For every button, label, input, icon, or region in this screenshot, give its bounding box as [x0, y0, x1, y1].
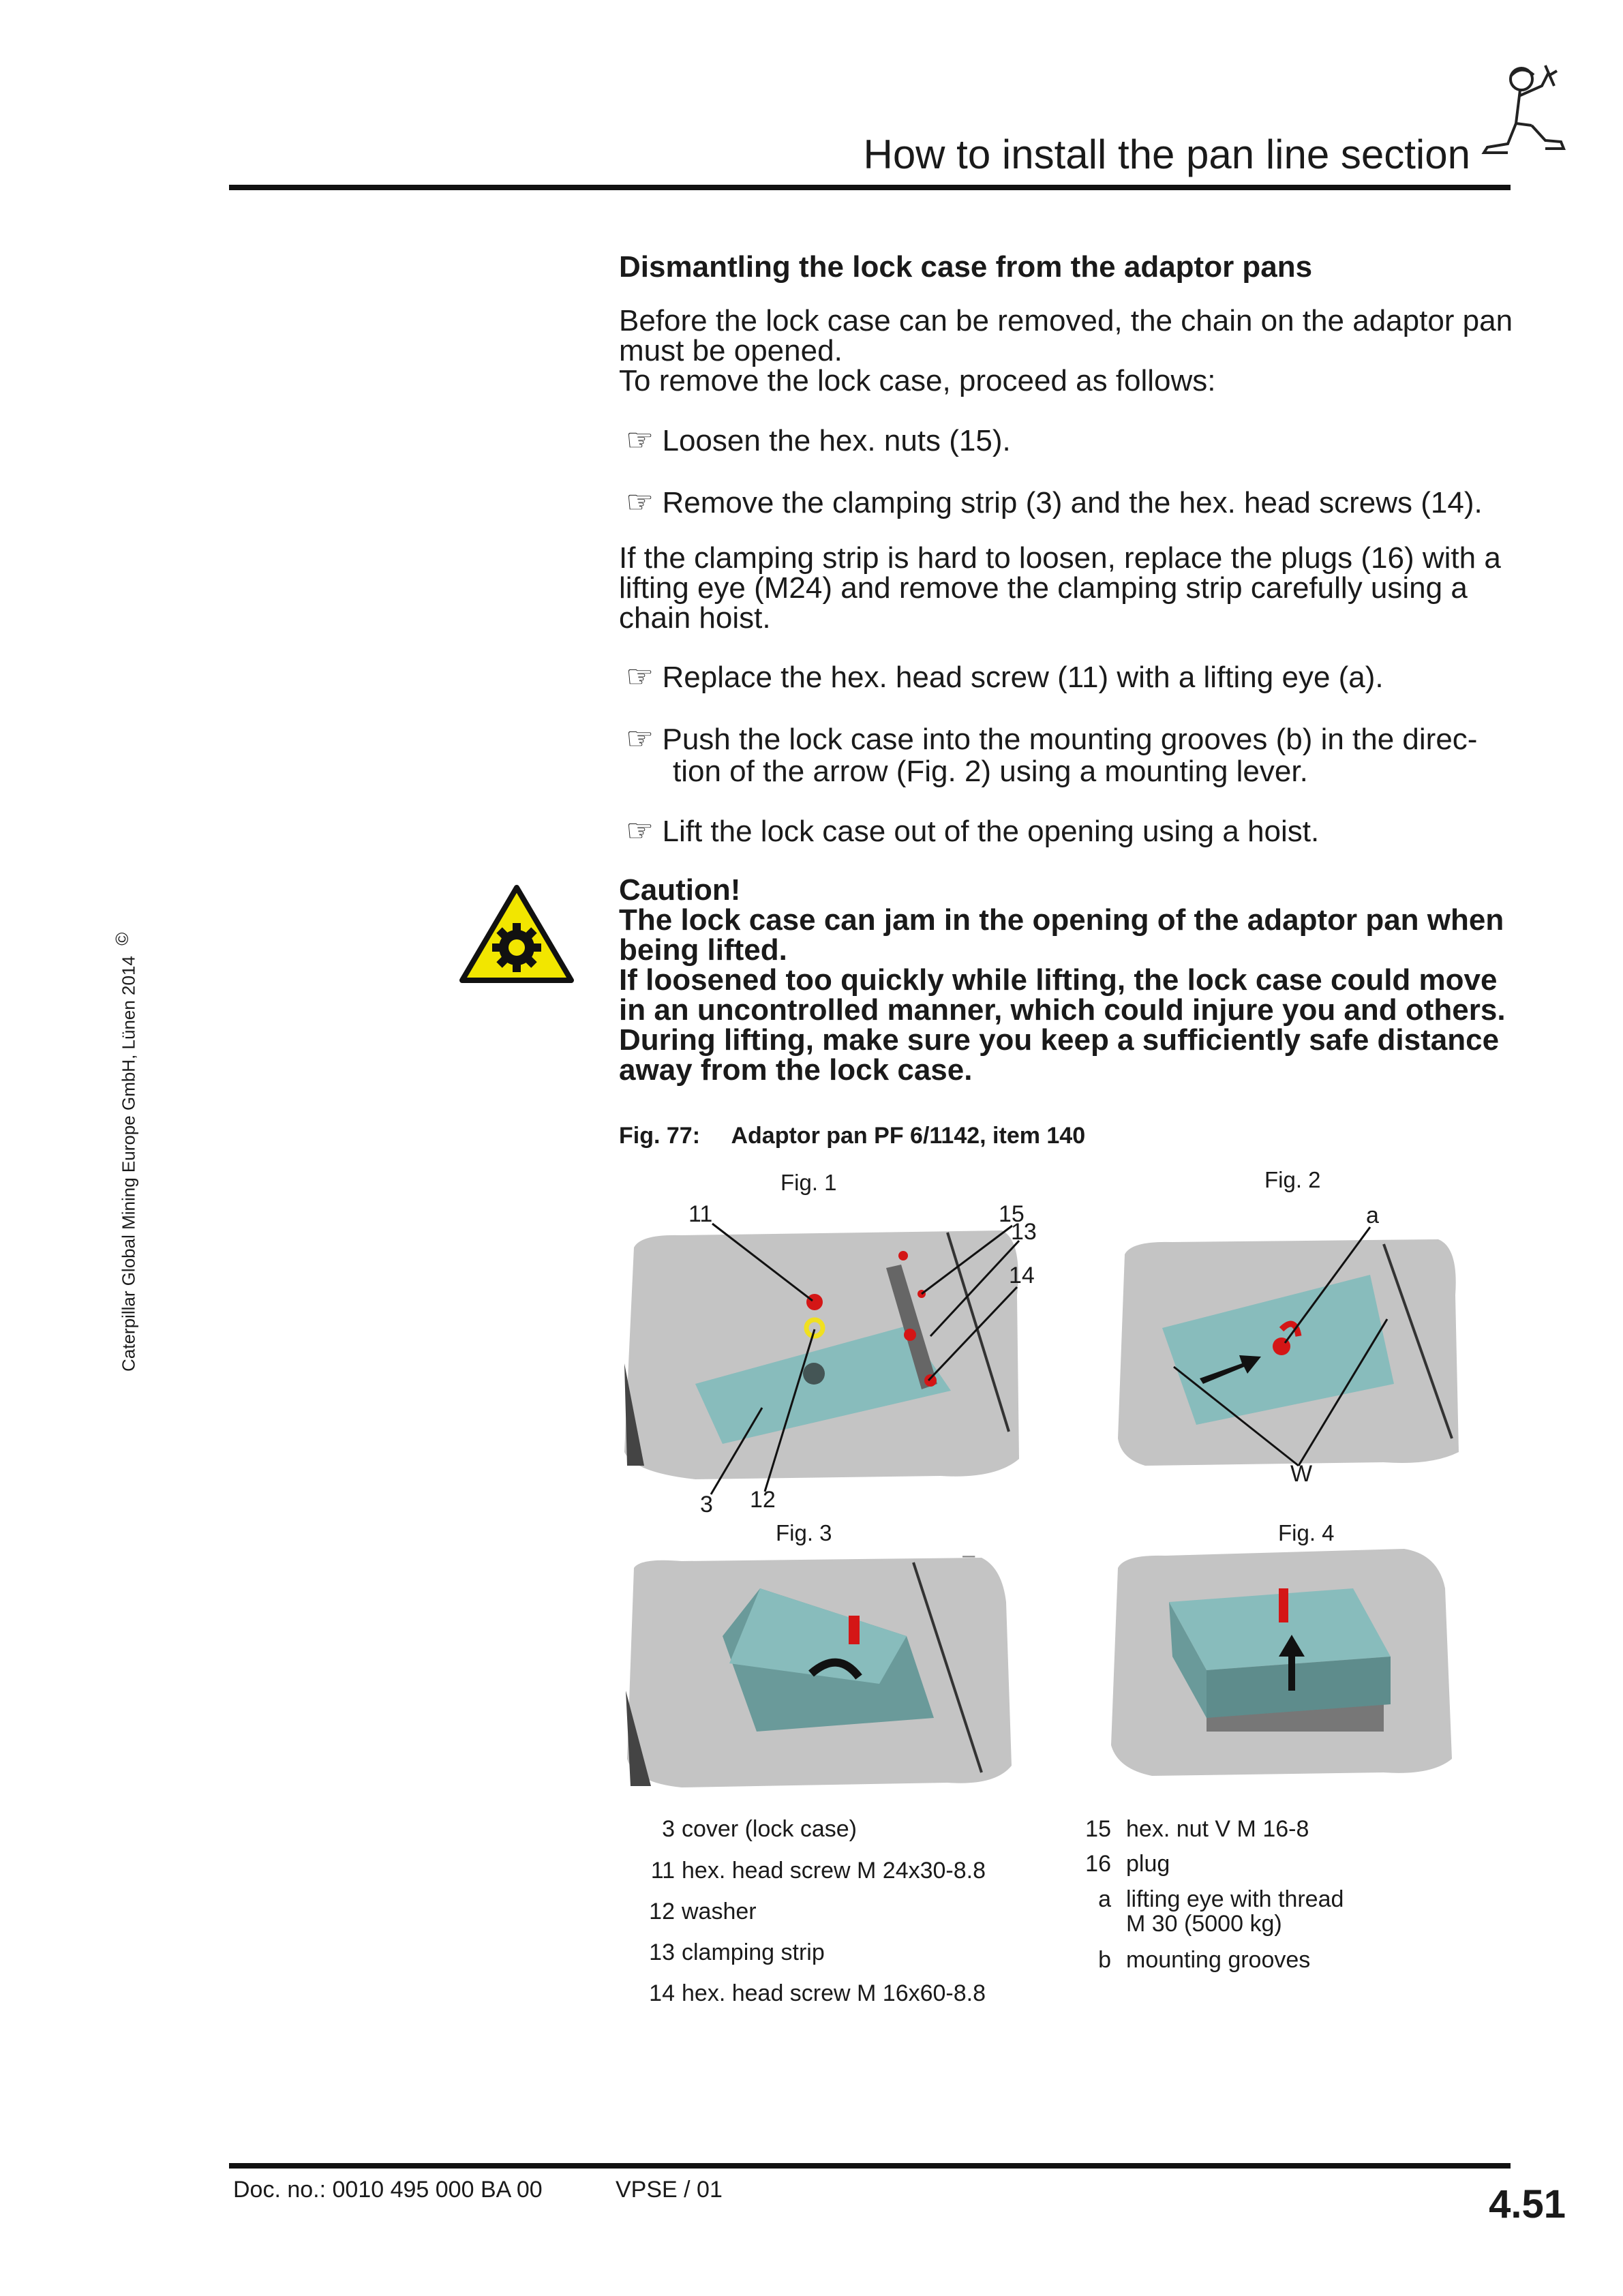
callout-14: 14 [1009, 1263, 1035, 1288]
caution-title: Caution! [619, 873, 741, 907]
legend-text: M 30 (5000 kg) [1126, 1911, 1282, 1937]
doc-number: Doc. no.: 0010 495 000 BA 00 [233, 2177, 543, 2203]
intro-line: To remove the lock case, proceed as follows: [619, 364, 1216, 397]
fig4-label: Fig. 4 [1278, 1520, 1335, 1545]
legend-num: 3 [662, 1816, 675, 1842]
note-line: If the clamping strip is hard to loosen, replace the plugs (16) with a [619, 541, 1501, 575]
legend-num: 11 [650, 1858, 675, 1884]
legend-text: hex. head screw M 16x60-8.8 [682, 1980, 986, 2006]
callout-11: 11 [688, 1201, 713, 1227]
copyright-symbol: © [112, 932, 132, 946]
legend-num: 13 [649, 1939, 675, 1965]
step-text: Push the lock case into the mounting grooves (b) in the direc- [662, 723, 1478, 756]
legend-text: washer [682, 1899, 757, 1924]
legend-num: a [1098, 1886, 1111, 1912]
figure-number: Fig. 77: [619, 1123, 701, 1149]
note-line: lifting eye (M24) and remove the clamping strip carefully using a [619, 571, 1468, 605]
step-text: Lift the lock case out of the opening using a hoist. [662, 815, 1320, 848]
pointing-hand-icon: ☞ [626, 659, 654, 694]
legend-text: plug [1126, 1851, 1170, 1877]
page-number: 4.51 [1489, 2182, 1566, 2226]
callout-13: 13 [1011, 1219, 1037, 1245]
fig2-illustration [1118, 1239, 1459, 1466]
fig3-illustration [626, 1558, 1012, 1787]
legend-text: clamping strip [682, 1939, 825, 1965]
dash-mark: – [962, 1542, 975, 1567]
callout-a: a [1366, 1203, 1379, 1228]
legend-num: 16 [1085, 1851, 1111, 1877]
legend-num: b [1098, 1947, 1111, 1973]
page-title: How to install the pan line section [863, 132, 1470, 177]
legend-text: cover (lock case) [682, 1816, 857, 1842]
step-text: Replace the hex. head screw (11) with a lifting eye (a). [662, 661, 1384, 694]
callout-12: 12 [750, 1487, 776, 1513]
caution-line: During lifting, make sure you keep a sufficiently safe distance [619, 1023, 1500, 1057]
note-line: chain hoist. [619, 601, 771, 635]
intro-line: Before the lock case can be removed, the chain on the adaptor pan [619, 304, 1513, 337]
legend-num: 14 [649, 1980, 675, 2006]
pointing-hand-icon: ☞ [626, 422, 654, 457]
step-text: tion of the arrow (Fig. 2) using a mounting lever. [673, 755, 1308, 788]
pointing-hand-icon: ☞ [626, 721, 654, 756]
legend-text: hex. nut V M 16-8 [1126, 1816, 1309, 1842]
section-heading: Dismantling the lock case from the adaptor pans [619, 250, 1313, 284]
step-text: Remove the clamping strip (3) and the hex. head screws (14). [662, 486, 1483, 519]
sidebar-text: Caterpillar Global Mining Europe GmbH, Lünen 2014 [118, 956, 139, 1372]
legend-text: hex. head screw M 24x30-8.8 [682, 1858, 986, 1884]
fig4-illustration [1111, 1549, 1452, 1776]
pointing-hand-icon: ☞ [626, 484, 654, 519]
caution-line: If loosened too quickly while lifting, the lock case could move [619, 963, 1498, 997]
fig2-label: Fig. 2 [1264, 1167, 1321, 1192]
callout-15: 15 [999, 1201, 1025, 1227]
fig1-illustration [624, 1230, 1019, 1479]
caution-line: The lock case can jam in the opening of the adaptor pan when [619, 903, 1504, 937]
caution-line: being lifted. [619, 933, 787, 967]
legend-text: mounting grooves [1126, 1947, 1311, 1973]
pointing-hand-icon: ☞ [626, 813, 654, 848]
legend-num: 12 [649, 1899, 675, 1924]
intro-line: must be opened. [619, 334, 843, 367]
step-text: Loosen the hex. nuts (15). [662, 424, 1011, 457]
legend-num: 15 [1085, 1816, 1111, 1842]
caution-line: away from the lock case. [619, 1053, 973, 1087]
callout-w: W [1290, 1461, 1313, 1487]
fig1-label: Fig. 1 [780, 1170, 837, 1195]
footer-rule [229, 2163, 1511, 2169]
legend-text: lifting eye with thread [1126, 1886, 1344, 1912]
fig3-label: Fig. 3 [776, 1520, 832, 1545]
callout-3: 3 [700, 1492, 713, 1517]
caution-line: in an uncontrolled manner, which could injure you and others. [619, 993, 1506, 1027]
figure-title: Adaptor pan PF 6/1142, item 140 [731, 1123, 1086, 1149]
version: VPSE / 01 [616, 2177, 723, 2203]
